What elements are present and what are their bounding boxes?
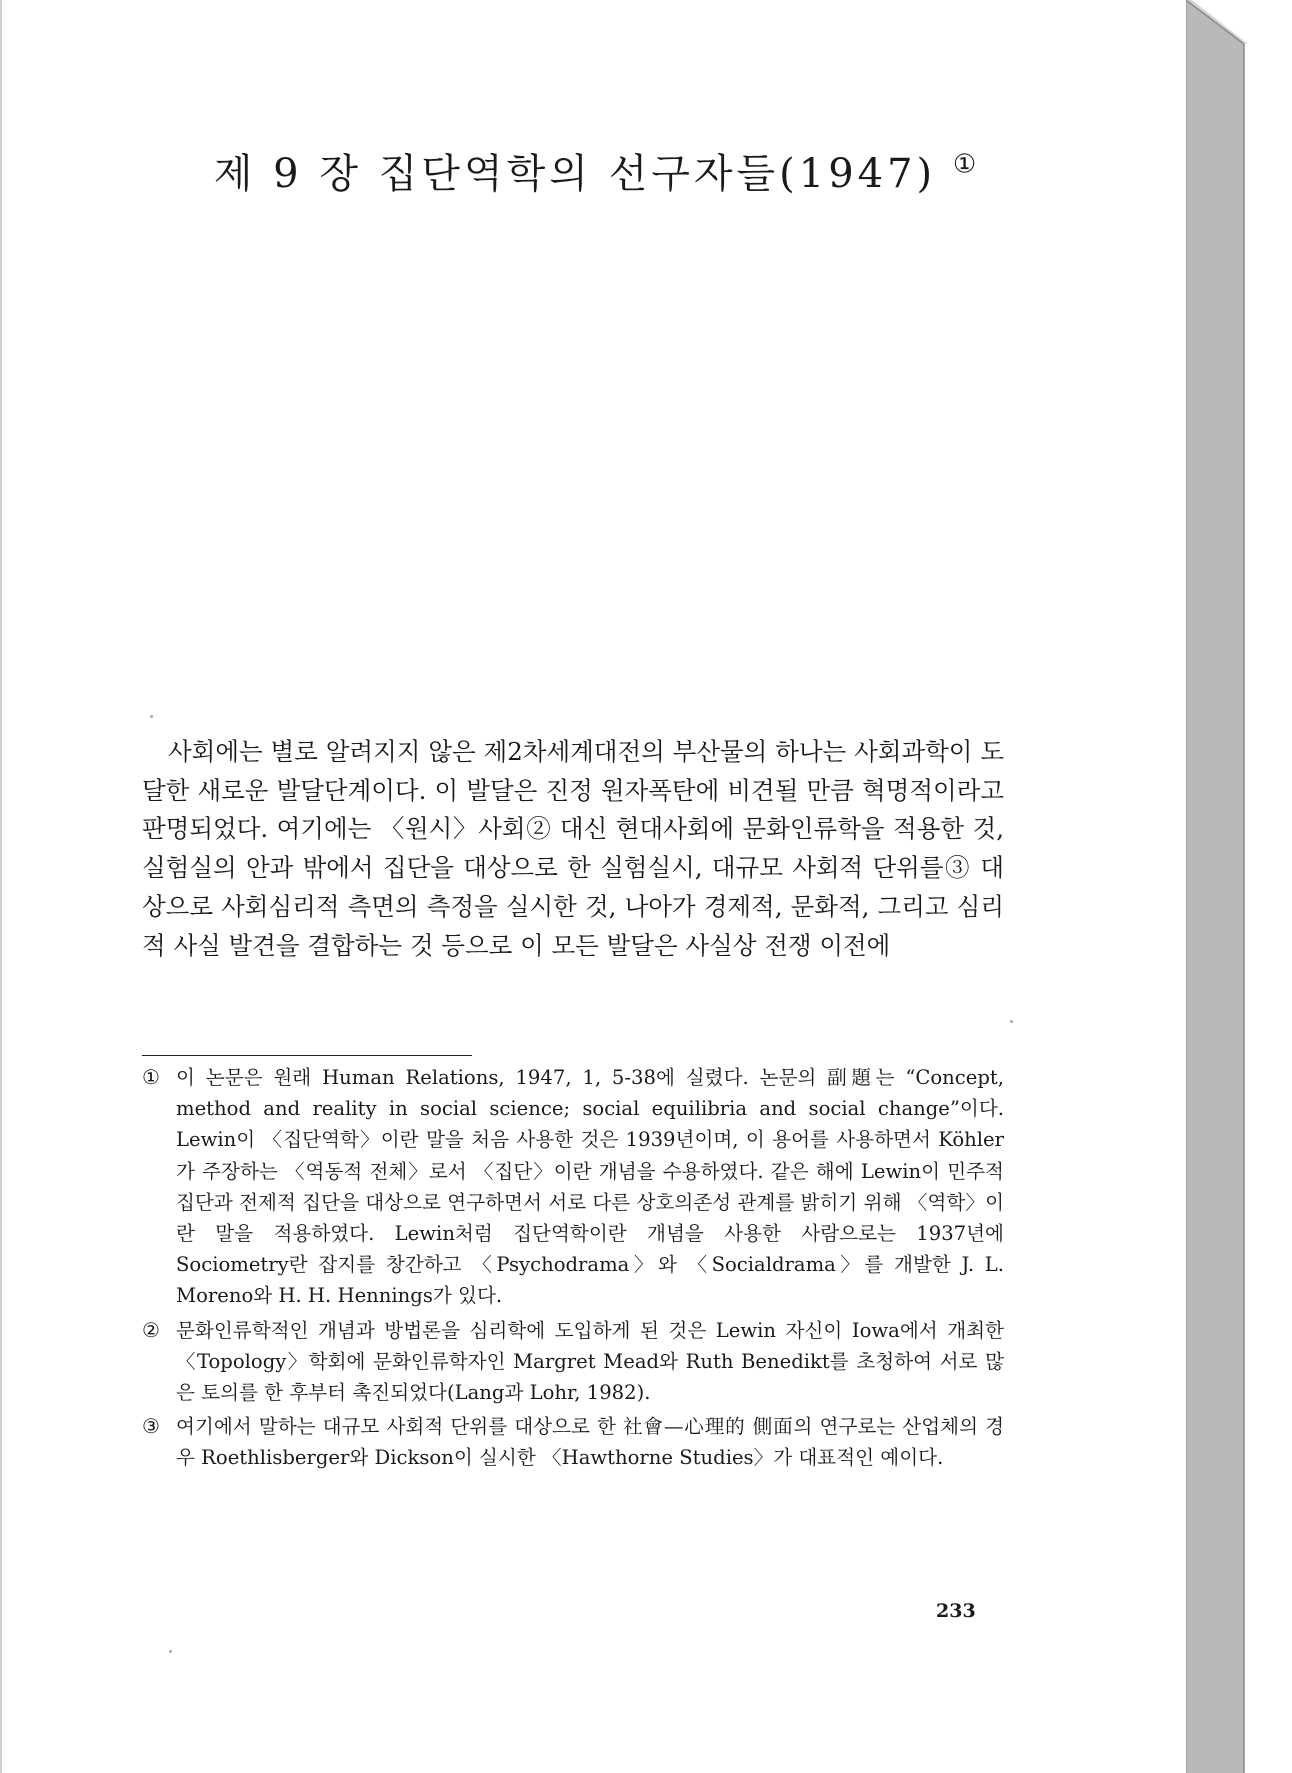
body-text	[142, 733, 1004, 965]
footnote-1	[142, 1062, 1004, 1312]
chapter-title-text: 제 9 장 집단역학의 선구자들(1947)	[213, 151, 937, 197]
footnote-2-mark: ②	[142, 1317, 160, 1342]
footnote-2	[142, 1315, 1004, 1409]
footnote-3-text: 여기에서 말하는 대규모 사회적 단위를 대상으로 한 社會—心理的 側面의 연구로는 산업체의 경우 Roethlisberger와 Dickson이 실시한 〈Hawthorne Studies〉가 대표적인 예이다.	[176, 1415, 1004, 1470]
paper-speck	[1010, 1020, 1013, 1023]
footnotes	[142, 1062, 1004, 1477]
paper-speck	[150, 715, 153, 718]
paper-speck	[169, 1650, 172, 1653]
chapter-footnote-mark: ①	[952, 149, 977, 180]
body-paragraph: 사회에는 별로 알려지지 않은 제2차세계대전의 부산물의 하나는 사회과학이 도달한 새로운 발달단계이다. 이 발달은 진정 원자폭탄에 비견될 만큼 혁명적이라고 판명되었다. 여기에는 〈원시〉사회② 대신 현대사회에 문화인류학을 적용한 것, 실험실의 안과 밖에서 집단을 대상으로 한 실험실시, 대규모 사회적 단위를③ 대상으로 사회심리적 측면의 측정을 실시한 것, 나아가 경제적, 문화적, 그리고 심리적 사실 발견을 결합하는 것 등으로 이 모든 발달은 사실상 전쟁 이전에	[142, 737, 1004, 960]
chapter-title	[2, 142, 1188, 199]
footnote-divider	[142, 1055, 472, 1056]
footnote-1-text: 이 논문은 원래 Human Relations, 1947, 1, 5-38에 실렸다. 논문의 副題는 “Concept, method and reality in social science; social equilibria and social change”이다. Lewin이 〈집단역학〉이란 말을 처음 사용한 것은 1939년이며, 이 용어를 사용하면서 Köhler가 주장하는 〈역동적 전체〉로서 〈집단〉이란 개념을 수용하였다. 같은 해에 Lewin이 민주적 집단과 전제적 집단을 대상으로 연구하면서 서로 다른 상호의존성 관계를 밝히기 위해 〈역학〉이란 말을 적용하였다. Lewin처럼 집단역학이란 개념을 사용한 사람으로는 1937년에 Sociometry란 잡지를 창간하고 〈Psychodrama〉와 〈Socialdrama〉를 개발한 J. L. Moreno와 H. H. Hennings가 있다.	[176, 1066, 1004, 1308]
footnote-3	[142, 1411, 1004, 1473]
footnote-3-mark: ③	[142, 1414, 160, 1439]
footnote-1-mark: ①	[142, 1065, 160, 1089]
page-number: 233	[936, 1600, 976, 1622]
footnote-2-text: 문화인류학적인 개념과 방법론을 심리학에 도입하게 된 것은 Lewin 자신이 Iowa에서 개최한 〈Topology〉학회에 문화인류학자인 Margret Mead와 Ruth Benedikt를 초청하여 서로 많은 토의를 한 후부터 촉진되었다(Lang과 Lohr, 1982).	[176, 1318, 1004, 1405]
